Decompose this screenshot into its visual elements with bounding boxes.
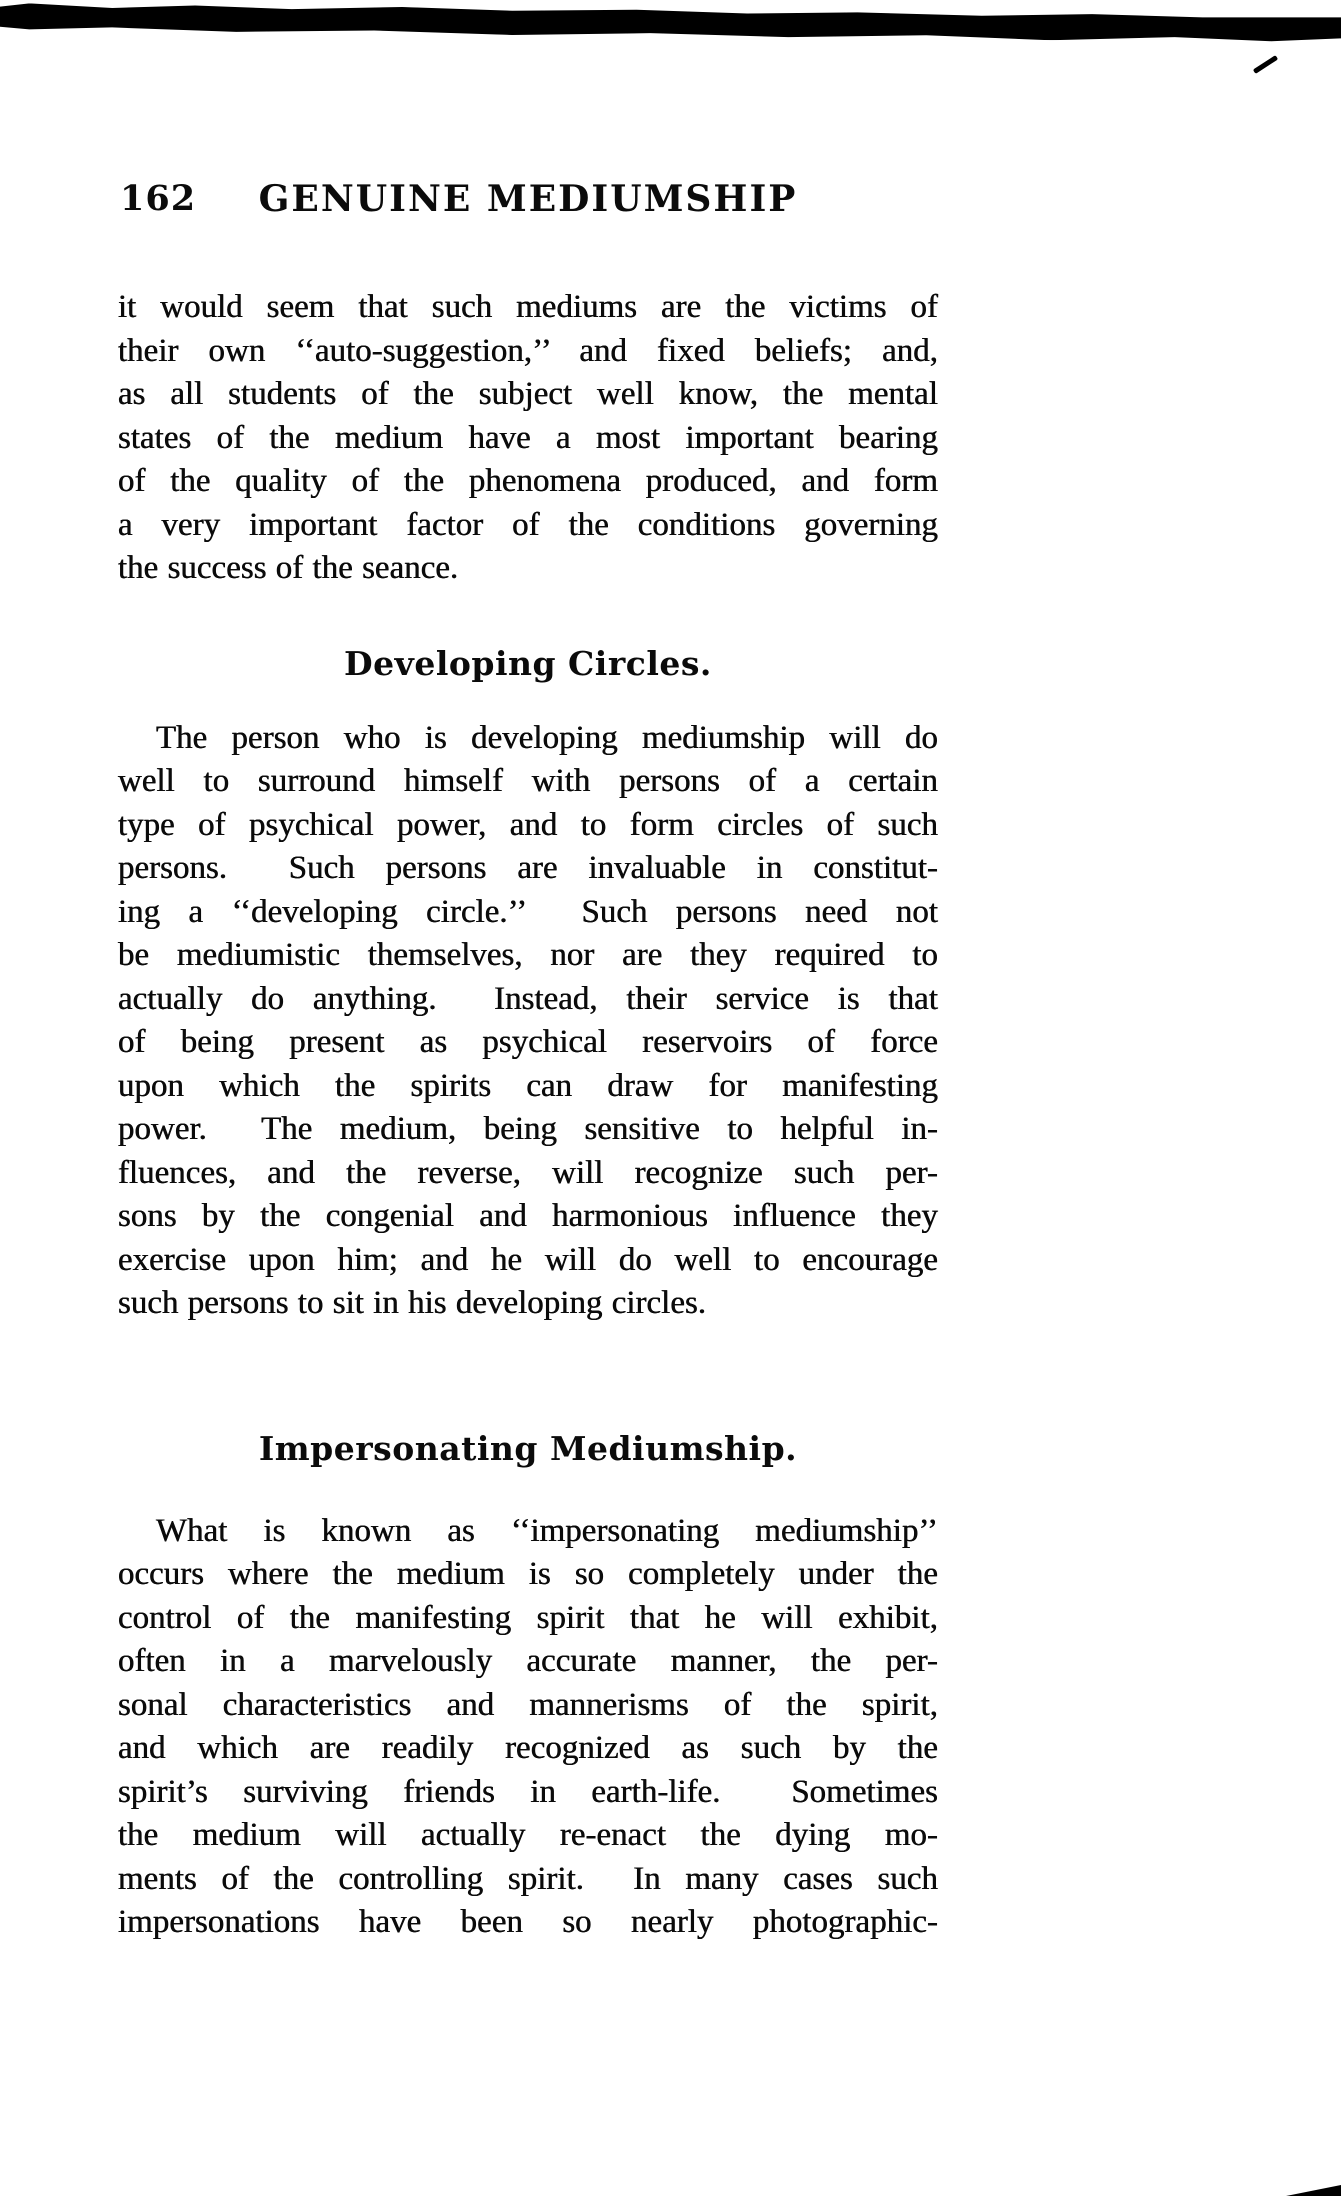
text-line: power. The medium, being sensitive to helpful in- [118, 1111, 938, 1147]
text-line: exercise upon him; and he will do well to encourage [118, 1241, 938, 1278]
text-line: and which are readily recognized as such by the [118, 1730, 938, 1766]
text-line: often in a marvelously accurate manner, the per- [118, 1643, 938, 1679]
text-line: such persons to sit in his developing circles. [118, 1285, 707, 1321]
running-title: GENUINE MEDIUMSHIP [258, 178, 798, 220]
page-text-column [118, 0, 938, 1945]
text-line: be mediumistic themselves, nor are they required to [118, 937, 938, 973]
text-line: as all students of the subject well know, the mental [118, 376, 938, 412]
section-heading-impersonating-mediumship: Impersonating Mediumship. [258, 1428, 798, 1468]
text-line: What is known as ‘‘impersonating mediumship’’ [156, 1512, 938, 1549]
text-line: a very important factor of the conditions governing [118, 506, 938, 543]
text-line: upon which the spirits can draw for manifesting [118, 1067, 938, 1104]
text-line: control of the manifesting spirit that he will exhibit, [118, 1599, 938, 1636]
text-line: ing a ‘‘developing circle.’’ Such persons need not [118, 893, 938, 930]
text-line: ments of the controlling spirit. In many cases such [118, 1860, 938, 1897]
text-line: well to surround himself with persons of a certain [118, 763, 938, 799]
text-line: The person who is developing mediumship will do [156, 719, 938, 756]
text-line: spirit’s surviving friends in earth-life. Sometimes [118, 1773, 938, 1810]
text-line: occurs where the medium is so completely under the [118, 1556, 938, 1592]
text-line: sons by the congenial and harmonious influence they [118, 1198, 938, 1234]
text-line: it would seem that such mediums are the victims of [118, 289, 938, 325]
text-line: of the quality of the phenomena produced, and form [118, 463, 938, 499]
page-number: 162 [120, 178, 197, 219]
text-line: their own ‘‘auto-suggestion,’’ and fixed beliefs; and, [118, 332, 938, 369]
text-line: impersonations have been so nearly photographic- [118, 1904, 938, 1940]
text-line: the medium will actually re-enact the dying mo- [118, 1817, 938, 1853]
paragraph-impersonating-mediumship [118, 1510, 938, 1945]
text-line: of being present as psychical reservoirs of force [118, 1024, 938, 1060]
text-line: persons. Such persons are invaluable in constitut- [118, 850, 938, 886]
section-heading-developing-circles: Developing Circles. [344, 643, 712, 683]
paragraph-developing-circles [118, 717, 938, 1326]
text-line: states of the medium have a most important bearing [118, 419, 938, 456]
page-header [118, 176, 938, 222]
scan-artifact-pen-mark [1253, 55, 1278, 74]
text-line: type of psychical power, and to form circles of such [118, 806, 938, 843]
text-line: the success of the seance. [118, 550, 459, 586]
scan-artifact-corner-smudge [1286, 2185, 1341, 2196]
paragraph-continuation [118, 286, 938, 591]
text-line: actually do anything. Instead, their service is that [118, 980, 938, 1017]
text-line: sonal characteristics and mannerisms of the spirit, [118, 1686, 938, 1723]
text-line: fluences, and the reverse, will recognize such per- [118, 1154, 938, 1191]
